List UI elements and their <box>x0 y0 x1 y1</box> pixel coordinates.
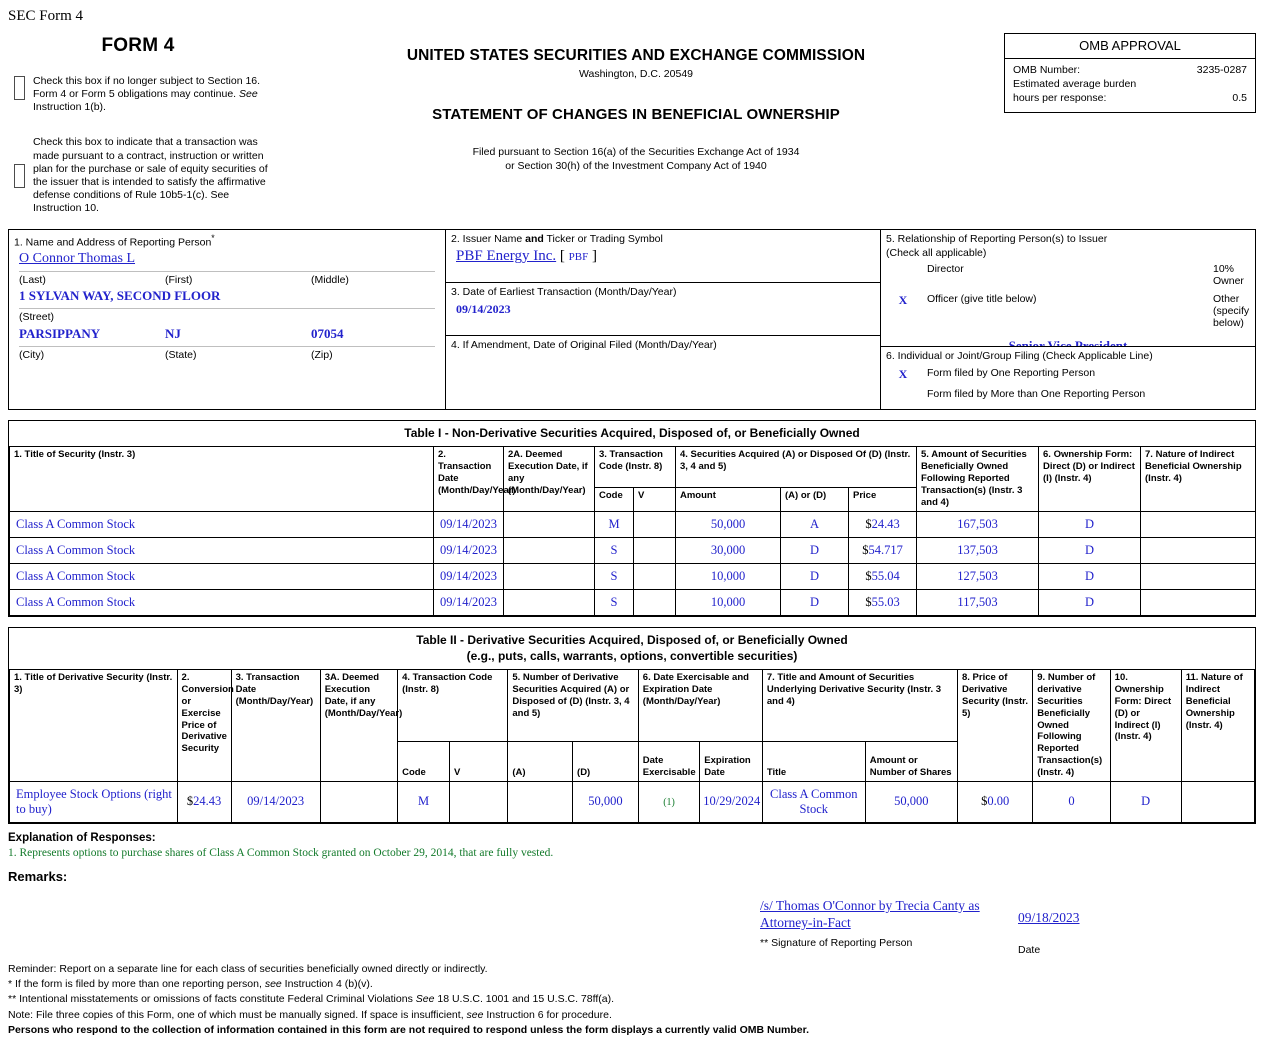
derivative-title: Employee Stock Options (right to buy) <box>10 781 178 822</box>
date-caption: Date <box>1018 943 1041 956</box>
currency-symbol: $ <box>865 568 872 583</box>
statement-title: STATEMENT OF CHANGES IN BENEFICIAL OWNERSHIP <box>432 106 840 123</box>
bracket-close: ] <box>591 247 597 264</box>
checkbox-section16-text-end: Instruction 1(b). <box>33 101 106 114</box>
table1-grid <box>9 446 1256 615</box>
th2-title-of-derivative: 1. Title of Derivative Security (Instr. 3) <box>10 670 178 782</box>
box2-label-and: and <box>525 233 544 246</box>
th2-d: (D) <box>573 742 639 782</box>
bracket-open: [ <box>559 247 565 264</box>
transaction-code: S <box>595 563 634 589</box>
transaction-code: S <box>595 589 634 615</box>
note-star-post: Instruction 4 (b)(v). <box>281 978 373 991</box>
identity-section <box>0 229 1264 410</box>
table2-title-line1: Table II - Derivative Securities Acquired, Disposed of, or Beneficially Owned <box>416 632 848 647</box>
form-title: FORM 4 <box>101 35 175 56</box>
box5-label-line2: (Check all applicable) <box>886 246 987 259</box>
price: $55.04 <box>849 563 917 589</box>
reporting-person-name-link[interactable]: O Connor Thomas L <box>19 251 136 267</box>
box2-label-post: Ticker or Trading Symbol <box>543 233 663 246</box>
transaction-v <box>634 563 676 589</box>
street-sublabels <box>9 309 445 323</box>
securities-owned-following: 167,503 <box>917 511 1039 537</box>
deemed-execution-date <box>504 563 595 589</box>
note-star-italic: see <box>264 978 282 991</box>
other-label: Other (specify below) <box>1213 293 1250 330</box>
th-ownership-form: 6. Ownership Form: Direct (D) or Indirect (I) (Instr. 4) <box>1039 447 1141 511</box>
box-relationship <box>880 229 1256 347</box>
filed-pursuant-text <box>268 145 1004 173</box>
omb-burden-label: Estimated average burden <box>1013 78 1137 91</box>
nature-indirect <box>1141 537 1256 563</box>
header-right-column <box>1004 25 1256 113</box>
securities-owned-following: 117,503 <box>917 589 1039 615</box>
th-amount-beneficially-owned: 5. Amount of Securities Beneficially Owned Following Reported Transaction(s) (Instr. 3 and 4) <box>917 447 1039 511</box>
th-code: Code <box>595 487 634 511</box>
note-single-asterisk <box>8 977 1256 992</box>
note-double-asterisk <box>8 992 1256 1007</box>
securities-amount: 30,000 <box>676 537 781 563</box>
omb-number-row <box>1013 63 1247 77</box>
sublabel-first: (First) <box>165 274 193 287</box>
box-reporting-person <box>8 229 446 410</box>
security-title: Class A Common Stock <box>10 589 434 615</box>
omb-title: OMB APPROVAL <box>1005 34 1255 59</box>
checkbox-row-section16[interactable] <box>8 75 268 114</box>
securities-amount: 10,000 <box>676 563 781 589</box>
transaction-code: M <box>595 511 634 537</box>
box2-label-pre: 2. Issuer Name <box>451 233 526 246</box>
ownership-form: D <box>1039 589 1141 615</box>
nature-indirect <box>1181 781 1254 822</box>
explanation-item: 1. Represents options to purchase shares of Class A Common Stock granted on October 29, 2014, that are fully vested. <box>8 846 554 859</box>
deemed-execution-date <box>504 537 595 563</box>
security-title: Class A Common Stock <box>10 537 434 563</box>
transaction-date: 09/14/2023 <box>434 537 504 563</box>
note-dstar-pre: ** Intentional misstatements or omissions of facts constitute Federal Criminal Violations <box>8 993 416 1006</box>
note-file-copies <box>8 1008 1256 1023</box>
citystatezip-sublabels <box>9 347 445 366</box>
acquired-disposed: D <box>781 537 849 563</box>
issuer-name-link[interactable]: PBF Energy Inc. <box>456 247 557 264</box>
acquired-disposed: A <box>781 511 849 537</box>
underlying-amount: 50,000 <box>865 781 957 822</box>
more-persons-checkmark[interactable] <box>881 385 925 403</box>
omb-body <box>1005 59 1255 112</box>
footer-section <box>0 824 1264 956</box>
table-row <box>10 589 1256 615</box>
director-label: Director <box>927 263 964 276</box>
table2-grid <box>9 669 1255 823</box>
checkbox-section16-text: Check this box if no longer subject to Section 16. Form 4 or Form 5 obligations may continue. <box>33 75 261 101</box>
more-persons-label: Form filed by More than One Reporting Person <box>927 387 1146 400</box>
header-left-column <box>8 25 268 215</box>
table2-header-row-1 <box>10 670 1255 742</box>
transaction-date: 09/14/2023 <box>231 781 320 822</box>
reporting-person-zip: 07054 <box>311 326 344 342</box>
box-earliest-transaction-date <box>445 282 881 336</box>
note-file-post: Instruction 6 for procedure. <box>483 1008 612 1021</box>
explanation-heading: Explanation of Responses: <box>8 831 156 844</box>
omb-number-label: OMB Number: <box>1013 64 1081 76</box>
currency-symbol: $ <box>865 516 872 531</box>
checkbox-section16-see: See <box>239 88 258 101</box>
tenpct-label: 10% Owner <box>1213 263 1244 288</box>
reporting-person-state: NJ <box>165 326 181 342</box>
th2-transaction-code: 4. Transaction Code (Instr. 8) <box>398 670 508 742</box>
omb-approval-box <box>1004 33 1256 113</box>
box5-label-line1: 5. Relationship of Reporting Person(s) to Issuer <box>886 233 1108 246</box>
other-checkmark[interactable] <box>1179 290 1211 332</box>
filing-type-table <box>881 364 1255 403</box>
box4-label: 4. If Amendment, Date of Original Filed (Month/Day/Year) <box>451 339 717 352</box>
currency-symbol: $ <box>865 594 872 609</box>
checkbox-10b5-1-plan-icon[interactable] <box>14 164 25 188</box>
officer-checkmark[interactable]: X <box>898 293 908 308</box>
legal-notes <box>0 956 1264 1038</box>
th-v: V <box>634 487 676 511</box>
persons-respond-note: Persons who respond to the collection of information contained in this form are not required to respond unless the form displays a currently valid OMB Number. <box>8 1023 810 1036</box>
th2-code: Code <box>398 742 450 782</box>
sublabel-last: (Last) <box>19 274 46 287</box>
table1-title: Table I - Non-Derivative Securities Acquired, Disposed of, or Beneficially Owned <box>404 426 860 441</box>
box-filing-type <box>880 346 1256 410</box>
acquired-disposed: D <box>781 563 849 589</box>
th2-conversion-price: 2. Conversion or Exercise Price of Derivative Security <box>177 670 231 782</box>
reporting-person-street: 1 SYLVAN WAY, SECOND FLOOR <box>19 288 221 304</box>
table1-header-row-1 <box>10 447 1256 488</box>
table2-container <box>8 627 1256 824</box>
th2-nature-indirect: 11. Nature of Indirect Beneficial Ownership (Instr. 4) <box>1181 670 1254 782</box>
box1-label-asterisk: * <box>211 233 215 244</box>
note-dstar-italic: See <box>415 993 435 1006</box>
transaction-v <box>634 511 676 537</box>
omb-hours-value: 0.5 <box>1232 92 1247 105</box>
signature-caption: ** Signature of Reporting Person <box>760 936 913 949</box>
relationship-row-officer <box>881 290 1255 332</box>
agency-address: Washington, D.C. 20549 <box>578 68 693 80</box>
th2-deemed-execution-date: 3A. Deemed Execution Date, if any (Month/Day/Year) <box>320 670 397 782</box>
security-title: Class A Common Stock <box>10 511 434 537</box>
reporting-person-city-state-zip <box>9 323 445 342</box>
table-row <box>10 511 1256 537</box>
transaction-v <box>450 781 508 822</box>
officer-label: Officer (give title below) <box>927 293 1037 306</box>
sublabel-street: (Street) <box>19 311 55 324</box>
deemed-execution-date <box>504 511 595 537</box>
th-securities-acquired-disposed: 4. Securities Acquired (A) or Disposed Of (D) (Instr. 3, 4 and 5) <box>676 447 917 488</box>
note-star-pre: * If the form is filed by more than one reporting person, <box>8 978 265 991</box>
transaction-v <box>634 589 676 615</box>
omb-number-value: 3235-0287 <box>1196 64 1247 76</box>
securities-owned-following: 137,503 <box>917 537 1039 563</box>
amendment-date-value <box>446 353 880 355</box>
identity-right-column <box>880 229 1256 410</box>
date-block <box>1018 898 1218 956</box>
table-row <box>10 563 1256 589</box>
securities-amount: 10,000 <box>676 589 781 615</box>
ownership-form: D <box>1039 563 1141 589</box>
th2-price-derivative: 8. Price of Derivative Security (Instr. 5) <box>957 670 1032 782</box>
nature-indirect <box>1141 563 1256 589</box>
underlying-title: Class A Common Stock <box>762 781 865 822</box>
tenpct-checkmark[interactable] <box>1179 260 1211 290</box>
table1-body <box>10 511 1256 615</box>
th-a-or-d: (A) or (D) <box>781 487 849 511</box>
th2-a: (A) <box>508 742 573 782</box>
transaction-code: M <box>398 781 450 822</box>
securities-amount: 50,000 <box>676 511 781 537</box>
signature-date: 09/18/2023 <box>1018 909 1080 925</box>
table-row <box>10 537 1256 563</box>
issuer-ticker: PBF <box>568 250 589 263</box>
th2-date-exercisable: Date Exercisable <box>638 742 700 782</box>
table2-title-line2: (e.g., puts, calls, warrants, options, convertible securities) <box>466 648 798 663</box>
security-title: Class A Common Stock <box>10 563 434 589</box>
name-sublabels <box>9 272 445 286</box>
header-grid <box>0 25 1264 215</box>
identity-middle-column <box>445 229 881 410</box>
acquired-disposed: D <box>781 589 849 615</box>
price: $24.43 <box>849 511 917 537</box>
transaction-date: 09/14/2023 <box>434 589 504 615</box>
expiration-date: 10/29/2024 <box>700 781 763 822</box>
filed-line-1: Filed pursuant to Section 16(a) of the Securities Exchange Act of 1934 <box>472 146 800 158</box>
th2-title-amount-underlying: 7. Title and Amount of Securities Underlying Derivative Security (Instr. 3 and 4) <box>762 670 957 742</box>
checkbox-10b5-1-label: Check this box to indicate that a transaction was made pursuant to a contract, instruction or written plan for the purchase or sale of equity securities of the issuer that is intended to satisfy the affirmative defense conditions of Rule 10b5-1(c). See Instruction 10. <box>33 136 268 214</box>
checkbox-no-longer-subject-icon[interactable] <box>14 76 25 100</box>
explanation-list <box>8 847 1256 859</box>
transaction-v <box>634 537 676 563</box>
ownership-form: D <box>1110 781 1181 822</box>
deemed-execution-date <box>320 781 397 822</box>
agency-name: UNITED STATES SECURITIES AND EXCHANGE COMMISSION <box>406 47 866 64</box>
relationship-row-director <box>881 260 1255 290</box>
th-deemed-execution-date: 2A. Deemed Execution Date, if any (Month/Day/Year) <box>504 447 595 511</box>
th-title-of-security: 1. Title of Security (Instr. 3) <box>10 447 434 511</box>
checkbox-section16-label <box>33 75 268 114</box>
currency-symbol: $ <box>862 542 869 557</box>
transaction-date: 09/14/2023 <box>434 511 504 537</box>
issuer-line <box>446 247 880 265</box>
omb-burden-row <box>1013 77 1247 91</box>
signature-area <box>8 898 1256 956</box>
sublabel-middle: (Middle) <box>311 274 349 287</box>
box5-label <box>881 230 1255 260</box>
th-nature-indirect-ownership: 7. Nature of Indirect Beneficial Ownership (Instr. 4) <box>1141 447 1256 511</box>
note-dstar-post: 18 U.S.C. 1001 and 15 U.S.C. 78ff(a). <box>434 993 615 1006</box>
conversion-price: $24.43 <box>177 781 231 822</box>
table2-title <box>9 628 1255 669</box>
table2-body <box>10 781 1255 822</box>
ownership-form: D <box>1039 511 1141 537</box>
signature-name[interactable]: /s/ Thomas O'Connor by Trecia Canty as Attorney-in-Fact <box>760 897 980 930</box>
filed-line-2: or Section 30(h) of the Investment Company Act of 1940 <box>505 160 767 173</box>
earliest-transaction-date-value: 09/14/2023 <box>456 301 511 316</box>
th-transaction-code: 3. Transaction Code (Instr. 8) <box>595 447 676 488</box>
th-price: Price <box>849 487 917 511</box>
box3-label: 3. Date of Earliest Transaction (Month/Day/Year) <box>451 286 677 299</box>
note-file-italic: see <box>466 1008 484 1021</box>
reminder-note: Reminder: Report on a separate line for each class of securities beneficially owned directly or indirectly. <box>8 962 488 975</box>
relationship-table <box>881 260 1255 332</box>
price: $54.717 <box>849 537 917 563</box>
currency-symbol: $ <box>981 794 988 809</box>
checkbox-row-10b5-1[interactable] <box>8 136 268 215</box>
th2-transaction-date: 3. Transaction Date (Month/Day/Year) <box>231 670 320 782</box>
currency-symbol: $ <box>186 794 194 809</box>
header-center-column <box>268 25 1004 173</box>
sublabel-city: (City) <box>19 349 45 362</box>
filing-row-one-person <box>881 364 1255 385</box>
sublabel-state: (State) <box>165 349 197 362</box>
note-file-pre: Note: File three copies of this Form, one of which must be manually signed. If space is insufficient, <box>8 1008 467 1021</box>
director-checkmark[interactable] <box>881 260 925 290</box>
filing-row-more-persons <box>881 385 1255 403</box>
one-person-checkmark[interactable]: X <box>898 366 908 381</box>
th2-expiration-date: Expiration Date <box>700 742 763 782</box>
box6-label: 6. Individual or Joint/Group Filing (Check Applicable Line) <box>886 350 1153 363</box>
th-amount: Amount <box>676 487 781 511</box>
th2-ownership-form: 10. Ownership Form: Direct (D) or Indirect (I) (Instr. 4) <box>1110 670 1181 782</box>
derivative-price: $0.00 <box>957 781 1032 822</box>
nature-indirect <box>1141 511 1256 537</box>
omb-hours-row <box>1013 91 1247 105</box>
transaction-date: 09/14/2023 <box>434 563 504 589</box>
remarks-heading: Remarks: <box>8 868 68 884</box>
derivative-owned-following: 0 <box>1033 781 1110 822</box>
footnote-ref[interactable]: (1) <box>663 797 675 809</box>
table-row <box>10 781 1255 822</box>
th2-number-owned-following: 9. Number of derivative Securities Beneficially Owned Following Reported Transaction(s) (Instr. 4) <box>1033 670 1110 782</box>
sec-form-label: SEC Form 4 <box>8 8 84 24</box>
th2-date-exercisable-expiration: 6. Date Exercisable and Expiration Date (Month/Day/Year) <box>638 670 762 742</box>
num-disposed: 50,000 <box>573 781 639 822</box>
date-exercisable <box>638 781 700 822</box>
box-issuer <box>445 229 881 283</box>
th2-underlying-amount: Amount or Number of Shares <box>865 742 957 782</box>
ownership-form: D <box>1039 537 1141 563</box>
num-acquired <box>508 781 573 822</box>
th2-number-derivative-securities: 5. Number of Derivative Securities Acquired (A) or Disposed of (D) (Instr. 3, 4 and 5) <box>508 670 638 742</box>
transaction-code: S <box>595 537 634 563</box>
price: $55.03 <box>849 589 917 615</box>
box-amendment-date <box>445 335 881 410</box>
reporting-person-city: PARSIPPANY <box>19 326 101 342</box>
table1-container <box>8 420 1256 617</box>
th2-v: V <box>450 742 508 782</box>
nature-indirect <box>1141 589 1256 615</box>
sublabel-zip: (Zip) <box>311 349 333 362</box>
securities-owned-following: 127,503 <box>917 563 1039 589</box>
box1-label <box>9 230 445 250</box>
box2-label <box>446 230 880 247</box>
box1-label-text: 1. Name and Address of Reporting Person <box>14 236 212 249</box>
th-transaction-date: 2. Transaction Date (Month/Day/Year) <box>434 447 504 511</box>
deemed-execution-date <box>504 589 595 615</box>
th2-underlying-title: Title <box>762 742 865 782</box>
omb-hours-label: hours per response: <box>1013 92 1107 105</box>
one-person-label: Form filed by One Reporting Person <box>927 366 1096 379</box>
signature-block <box>760 898 1018 956</box>
